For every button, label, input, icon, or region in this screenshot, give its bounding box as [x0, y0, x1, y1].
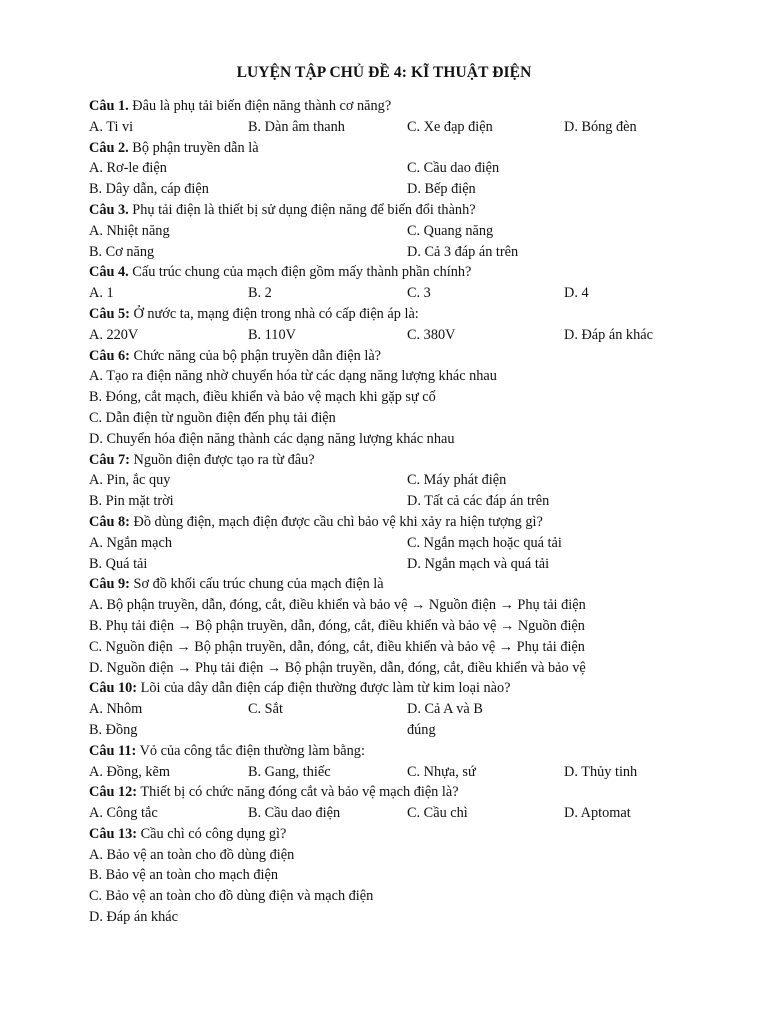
option-a: A. Tạo ra điện năng nhờ chuyển hóa từ các dạng năng lượng khác nhau: [89, 368, 497, 385]
option-a: A. Đồng, kẽm: [89, 763, 171, 780]
question-label: Câu 7:: [89, 451, 130, 468]
options-row: [89, 242, 689, 263]
option-c: C. Nguồn điện → Bộ phận truyền, dẫn, đóng, cắt, điều khiển và bảo vệ → Phụ tải điện: [89, 638, 585, 655]
option-d: D. Bếp điện: [407, 181, 476, 198]
question-2: [89, 138, 689, 159]
question-11: [89, 741, 689, 762]
option-c: C. Cầu chì: [407, 805, 468, 822]
question-label: Câu 6:: [89, 347, 130, 364]
option-b: B. Đồng: [89, 721, 138, 738]
question-text: Thiết bị có chức năng đóng cắt và bảo vệ mạch điện là?: [137, 784, 459, 801]
question-text: Nguồn điện được tạo ra từ đâu?: [129, 451, 315, 468]
option-b: B. Cầu dao điện: [248, 805, 341, 822]
option-b: B. 110V: [248, 326, 296, 343]
options-row: [89, 658, 689, 679]
option-b: B. 2: [248, 285, 272, 302]
options-row: [89, 221, 689, 242]
options-row: [89, 283, 689, 304]
option-d: D. Nguồn điện → Phụ tải điện → Bộ phận truyền, dẫn, đóng, cắt, điều khiển và bảo vệ: [89, 659, 586, 676]
options-row: [89, 325, 689, 346]
question-text: Chức năng của bộ phận truyền dẫn điện là?: [129, 347, 382, 364]
options-row: [89, 533, 689, 554]
question-5: [89, 304, 689, 325]
question-label: Câu 4.: [89, 264, 129, 281]
option-c: C. Dẫn điện từ nguồn điện đến phụ tải điện: [89, 409, 336, 426]
option-a: A. 1: [89, 285, 114, 302]
question-text: Đâu là phụ tải biến điện năng thành cơ năng?: [128, 98, 392, 114]
question-text: Vỏ của công tắc điện thường làm bằng:: [136, 742, 365, 759]
question-label: Câu 8:: [89, 513, 130, 530]
option-d: D. 4: [564, 285, 589, 302]
option-d: D. Thủy tinh: [564, 763, 638, 780]
option-c: C. Quang năng: [407, 222, 494, 239]
option-b: B. Phụ tải điện → Bộ phận truyền, dẫn, đóng, cắt, điều khiển và bảo vệ → Nguồn điện: [89, 617, 585, 634]
option-b: B. Bảo vệ an toàn cho mạch điện: [89, 867, 278, 884]
option-c: C. 3: [407, 285, 431, 302]
option-d: D. Đáp án khác: [564, 326, 653, 343]
options-row: [89, 366, 689, 387]
option-a: A. Nhôm: [89, 701, 143, 718]
options-row: [89, 720, 689, 741]
option-c: C. Bảo vệ an toàn cho đồ dùng điện và mạch điện: [89, 888, 374, 905]
option-a: A. 220V: [89, 326, 139, 343]
options-row: [89, 387, 689, 408]
question-label: Câu 13:: [89, 825, 138, 842]
question-text: Bộ phận truyền dẫn là: [128, 139, 259, 156]
question-text: Sơ đồ khối cấu trúc chung của mạch điện là: [129, 576, 384, 593]
option-b: B. Dàn âm thanh: [248, 118, 345, 135]
option-c: C. Máy phát điện: [407, 472, 507, 489]
option-d: D. Chuyển hóa điện năng thành các dạng năng lượng khác nhau: [89, 430, 455, 447]
option-c: C. 380V: [407, 326, 456, 343]
option-a: A. Ngắn mạch: [89, 534, 172, 551]
option-a: A. Bộ phận truyền, dẫn, đóng, cắt, điều khiển và bảo vệ → Nguồn điện → Phụ tải điện: [89, 597, 586, 614]
option-d: D. Cả A và B: [407, 701, 483, 718]
option-b: B. Quá tải: [89, 555, 148, 572]
options-row: [89, 429, 689, 450]
options-row: [89, 470, 689, 491]
option-c: C. Cầu dao điện: [407, 160, 500, 177]
option-d: D. Cả 3 đáp án trên: [407, 243, 519, 260]
question-label: Câu 5:: [89, 305, 130, 322]
option-a: A. Pin, ắc quy: [89, 472, 171, 489]
question-label: Câu 3.: [89, 201, 129, 218]
question-1: [89, 96, 689, 117]
question-9: [89, 574, 689, 595]
question-label: Câu 10:: [89, 680, 138, 697]
options-row: [89, 408, 689, 429]
option-b: B. Cơ năng: [89, 243, 155, 260]
question-13: [89, 824, 689, 845]
option-d: D. Aptomat: [564, 805, 631, 822]
options-row: [89, 158, 689, 179]
options-row: [89, 865, 689, 886]
question-text: Cầu chì có công dụng gì?: [137, 825, 287, 842]
option-b: B. Gang, thiếc: [248, 763, 331, 780]
page-title: LUYỆN TẬP CHỦ ĐỀ 4: KĨ THUẬT ĐIỆN: [236, 64, 532, 81]
option-b: B. Pin mặt trời: [89, 493, 174, 510]
option-d: D. Bóng đèn: [564, 118, 637, 135]
option-c: C. Xe đạp điện: [407, 118, 493, 135]
options-row: [89, 907, 689, 928]
options-row: [89, 595, 689, 616]
question-text: Ở nước ta, mạng điện trong nhà có cấp điện áp là:: [129, 305, 419, 322]
question-list: [89, 96, 689, 928]
question-3: [89, 200, 689, 221]
question-text: Phụ tải điện là thiết bị sử dụng điện năng để biến đổi thành?: [128, 201, 476, 218]
question-12: [89, 782, 689, 803]
options-row: [89, 554, 689, 575]
option-a: A. Bảo vệ an toàn cho đồ dùng điện: [89, 846, 295, 863]
question-8: [89, 512, 689, 533]
question-text: Đồ dùng điện, mạch điện được cầu chì bảo vệ khi xảy ra hiện tượng gì?: [129, 513, 543, 530]
option-c: C. Ngắn mạch hoặc quá tải: [407, 534, 562, 551]
question-4: [89, 262, 689, 283]
question-label: Câu 1.: [89, 98, 129, 114]
options-row: [89, 637, 689, 658]
question-10: [89, 678, 689, 699]
options-row: [89, 762, 689, 783]
question-label: Câu 11:: [89, 742, 137, 759]
question-label: Câu 2.: [89, 139, 129, 156]
question-6: [89, 346, 689, 367]
question-label: Câu 12:: [89, 784, 138, 801]
options-row: [89, 491, 689, 512]
options-row: [89, 803, 689, 824]
options-row: [89, 117, 689, 138]
option-c: C. Sắt: [248, 701, 283, 718]
question-7: [89, 450, 689, 471]
option-a: A. Rơ-le điện: [89, 160, 167, 177]
option-c: C. Nhựa, sứ: [407, 763, 476, 780]
options-row: [89, 886, 689, 907]
options-row: [89, 616, 689, 637]
options-row: [89, 699, 689, 720]
option-d: D. Tất cả các đáp án trên: [407, 493, 550, 510]
option-b: B. Đóng, cắt mạch, điều khiển và bảo vệ mạch khi gặp sự cố: [89, 389, 436, 406]
option-a: A. Nhiệt năng: [89, 222, 170, 239]
options-row: [89, 179, 689, 200]
option-d-continued: đúng: [407, 721, 436, 738]
option-d: D. Đáp án khác: [89, 909, 178, 926]
option-b: B. Dây dẫn, cáp điện: [89, 181, 209, 198]
question-label: Câu 9:: [89, 576, 130, 593]
question-text: Lõi của dây dẫn điện cáp điện thường được làm từ kim loại nào?: [137, 680, 511, 697]
option-a: A. Ti vi: [89, 118, 134, 135]
option-a: A. Công tắc: [89, 805, 158, 822]
option-d: D. Ngắn mạch và quá tải: [407, 555, 550, 572]
question-text: Cấu trúc chung của mạch điện gồm mấy thành phần chính?: [128, 264, 472, 281]
options-row: [89, 845, 689, 866]
